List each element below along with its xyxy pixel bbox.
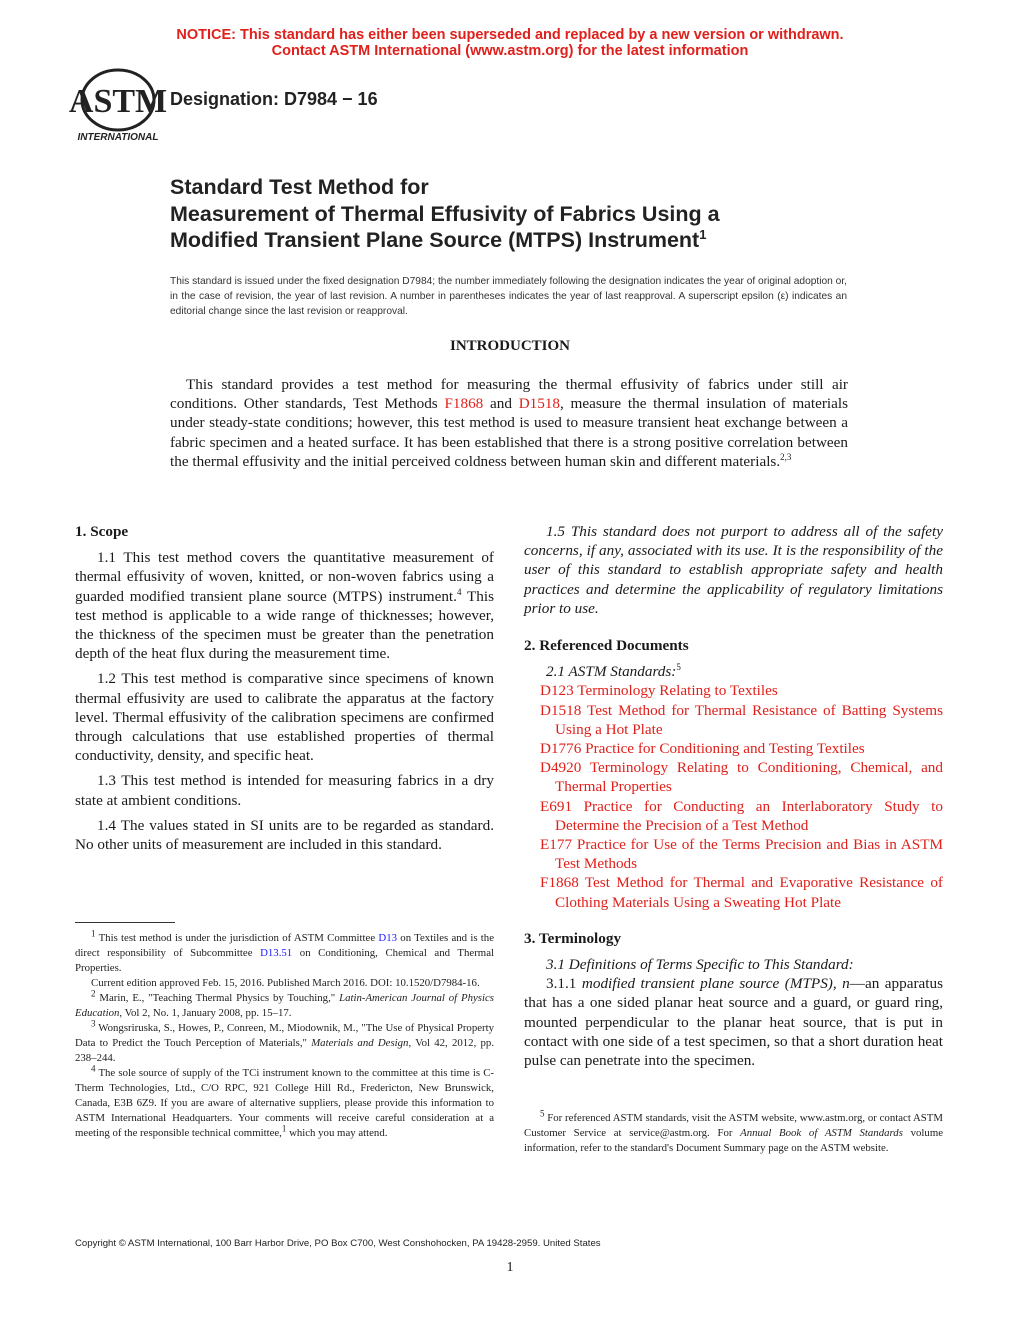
footnote-ref: 5 <box>676 662 681 673</box>
reference-code[interactable]: D4920 <box>540 759 582 777</box>
footnote-text: which you may attend. <box>286 1127 388 1139</box>
reference-title[interactable]: Practice for Use of the Terms Precision and Bias in ASTM Test Methods <box>555 836 943 873</box>
footnote-marker: 4 <box>91 1063 96 1074</box>
reference-item[interactable] <box>524 739 943 758</box>
reference-code[interactable]: D1518 <box>540 701 582 719</box>
footnote-ref: 4 <box>456 586 462 597</box>
footnote-marker: 3 <box>91 1018 96 1029</box>
footnote-text: on Conditioning, Chemical and Thermal Properties. <box>75 947 494 974</box>
reference-title[interactable]: Terminology Relating to Conditioning, Chemical, and Thermal Properties <box>555 759 943 796</box>
footnote-text: , Vol 2, No. 1, January 2008, pp. 15–17. <box>119 1007 292 1019</box>
footnote-marker: 1 <box>91 928 96 939</box>
footnote-text: The sole source of supply of the TCi instrument known to the committee at this time is C-Therm Technologies, Ltd., C/O RPC, 921 College Hill Rd., Fredericton, New Brunswick, Canada, E3B 6Z9. If you are aware of alternative suppliers, please provide this information to ASTM International Headquarters. Your comments will receive careful consideration at a meeting of the responsible technical committee, <box>75 1067 494 1139</box>
terminology-heading: 3. Terminology <box>524 929 622 947</box>
title-line-2: Measurement of Thermal Effusivity of Fabrics Using a <box>170 201 720 226</box>
reference-title[interactable]: Practice for Conducting an Interlaboratory Study to Determine the Precision of a Test Method <box>555 797 943 834</box>
footnote-4 <box>75 1063 494 1141</box>
footnote-text: , Vol 42, 2012, pp. 238–244. <box>75 1037 495 1064</box>
footnote-marker: 2 <box>91 988 96 999</box>
reference-item[interactable] <box>524 758 943 796</box>
reference-code[interactable]: F1868 <box>540 874 579 892</box>
footnote-text: volume information, refer to the standard's Document Summary page on the ASTM website. <box>524 1127 944 1154</box>
footnote-text: Marin, E., "Teaching Thermal Physics by Touching," <box>95 992 340 1004</box>
designation: Designation: D7984 − 16 <box>170 89 378 109</box>
footnote-ref: 1 <box>281 1123 287 1134</box>
notice-banner <box>0 27 1020 59</box>
footnote-text: This test method is under the jurisdiction of ASTM Committee <box>95 932 379 944</box>
scope-text: 1.1 This test method covers the quantitative measurement of thermal effusivity of woven, knitted, or non-woven fabrics using a guarded modified transient plane source (MTPS) instrument. <box>75 549 494 605</box>
intro-footnote-ref: 2,3 <box>780 451 792 462</box>
reference-item[interactable] <box>524 681 943 700</box>
title-line-3 <box>170 227 720 254</box>
clause-number: 3.1.1 <box>546 975 582 993</box>
intro-text: , measure the thermal insulation of materials under steady-state conditions; however, this test method is used to measure transient heat exchange between a fabric specimen and a heated surface. It has been established that there is a strong positive correlation between the thermal effusivity and the initial perceived coldness between human skin and different materials. <box>170 395 848 470</box>
svg-text:ASTM: ASTM <box>68 83 168 120</box>
definition-text: —an apparatus that has a one sided planar heat source and a guard, or guard ring, mounted perpendicular to the planar heat source, that is put in contact with one side of a test specimen, so that a short duration heat pulse can penetrate into the specimen. <box>524 975 943 1070</box>
scope-1-1 <box>75 548 494 663</box>
footnote-text: on Textiles and is the direct responsibility of Subcommittee <box>75 932 495 959</box>
link-d13[interactable]: D13 <box>378 932 398 944</box>
scope-1-3: 1.3 This test method is intended for measuring fabrics in a dry state at ambient conditions. <box>75 772 494 809</box>
reference-title[interactable]: Practice for Conditioning and Testing Textiles <box>581 740 865 758</box>
defined-term: modified transient plane source (MTPS), n <box>581 975 850 993</box>
scope-1-4: 1.4 The values stated in SI units are to be regarded as standard. No other units of measurement are included in this standard. <box>75 816 494 854</box>
link-d13-51[interactable]: D13.51 <box>260 947 293 959</box>
title-footnote-ref: 1 <box>699 226 707 242</box>
scope-heading: 1. Scope <box>75 523 129 540</box>
intro-text: and <box>483 395 519 413</box>
astm-standards-subheading <box>524 662 943 681</box>
subheading-text: 2.1 ASTM Standards: <box>546 663 677 681</box>
footnote-text: Wongsriruska, S., Howes, P., Conreen, M., Miodownik, M., "The Use of Physical Property Data to Predict the Touch Perception of Materials," <box>75 1022 494 1049</box>
introduction-heading: INTRODUCTION <box>449 338 570 354</box>
footnote-1 <box>75 928 495 976</box>
reference-item[interactable] <box>524 835 943 873</box>
left-column <box>75 522 494 860</box>
footnotes-right <box>524 1108 944 1156</box>
edition-note: Current edition approved Feb. 15, 2016. Published March 2016. DOI: 10.1520/D7984-16. <box>91 977 480 989</box>
document-title <box>170 174 720 254</box>
link-f1868[interactable]: F1868 <box>444 395 484 413</box>
journal-title: Materials and Design <box>311 1037 409 1049</box>
reference-title[interactable]: Test Method for Thermal Resistance of Batting Systems Using a Hot Plate <box>555 701 943 738</box>
notice-line-2: Contact ASTM International (www.astm.org) for the latest information <box>271 43 749 59</box>
reference-code[interactable]: E177 <box>540 836 573 854</box>
reference-item[interactable] <box>524 701 943 739</box>
reference-code[interactable]: E691 <box>540 797 573 815</box>
title-line-1: Standard Test Method for <box>170 175 429 199</box>
footnote-2 <box>75 988 495 1021</box>
page-number: 1 <box>506 1260 514 1275</box>
right-column <box>524 522 943 1076</box>
reference-item[interactable] <box>524 873 943 911</box>
astm-logo <box>68 68 168 144</box>
book-title: Annual Book of ASTM Standards <box>740 1127 903 1139</box>
introduction-text <box>170 375 848 471</box>
copyright: Copyright © ASTM International, 100 Barr Harbor Drive, PO Box C700, West Conshohocken, PA 19428-2959. United States <box>75 1238 601 1249</box>
reference-title[interactable]: Terminology Relating to Textiles <box>573 682 778 700</box>
title-line-3-text: Modified Transient Plane Source (MTPS) Instrument <box>170 228 700 252</box>
link-d1518[interactable]: D1518 <box>518 395 561 413</box>
reference-list <box>524 681 943 911</box>
journal-title: Latin-American Journal of Physics Education <box>75 992 495 1019</box>
scope-text: This test method is applicable to a wide range of thicknesses; however, the thickness of the specimen must be greater than the penetration depth of the heat flux during the measurement time. <box>75 587 494 663</box>
scope-1-2: 1.2 This test method is comparative since specimens of known thermal effusivity are used to calibrate the apparatus at the factory level. Thermal effusivity of the calibration specimens are confirmed through calculations that use established properties of thermal conductivity, density, and specific heat. <box>75 670 494 765</box>
footnote-divider <box>75 922 175 923</box>
footnote-marker: 5 <box>540 1108 545 1119</box>
terminology-3-1-1 <box>524 974 943 1070</box>
intro-text: This standard provides a test method for measuring the thermal effusivity of fabrics under still air conditions. Other standards, Test Methods <box>170 376 848 413</box>
reference-code[interactable]: D1776 <box>540 740 582 758</box>
footnote-5 <box>524 1108 944 1156</box>
terminology-3-1: 3.1 Definitions of Terms Specific to This Standard: <box>546 956 854 974</box>
reference-title[interactable]: Test Method for Thermal and Evaporative Resistance of Clothing Materials Using a Sweating Hot Plate <box>555 874 943 911</box>
issued-note: This standard is issued under the fixed designation D7984; the number immediately following the designation indicates the year of original adoption or, in the case of revision, the year of last revision. A number in parentheses indicates the year of last reapproval. A superscript epsilon (ε) indicates an editorial change since the last revision or reapproval. <box>170 276 847 317</box>
scope-1-5: 1.5 This standard does not purport to address all of the safety concerns, if any, associated with its use. It is the responsibility of the user of this standard to establish appropriate safety and health practices and determine the applicability of regulatory limitations prior to use. <box>524 523 943 617</box>
reference-item[interactable] <box>524 797 943 835</box>
notice-line-1: NOTICE: This standard has either been superseded and replaced by a new version or withdrawn. <box>176 27 844 43</box>
reference-code[interactable]: D123 <box>540 682 574 700</box>
referenced-documents-heading: 2. Referenced Documents <box>524 637 689 655</box>
svg-text:INTERNATIONAL: INTERNATIONAL <box>77 132 159 143</box>
footnote-3 <box>75 1018 495 1066</box>
footnote-text: For referenced ASTM standards, visit the ASTM website, www.astm.org, or contact ASTM Customer Service at service@astm.org. For <box>524 1112 943 1139</box>
footnotes-left <box>75 928 495 1141</box>
